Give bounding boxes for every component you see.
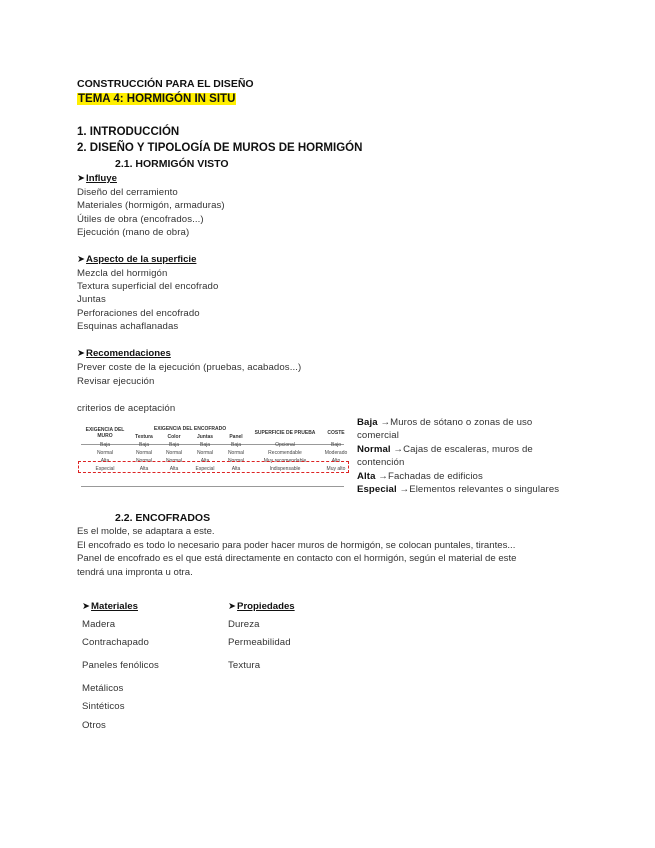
table-cell: Normal — [196, 450, 214, 456]
level-desc: Fachadas de edificios — [388, 471, 483, 482]
level-name: Normal — [357, 444, 391, 455]
list-item: Esquinas achaflanadas — [77, 321, 179, 332]
table-cell: Muy alto — [326, 466, 346, 472]
list-item: Madera — [82, 619, 116, 630]
table-cell: Alta — [100, 458, 110, 464]
col-coste: COSTE — [327, 430, 345, 436]
encofrados-line-1: Es el molde, se adaptara a este. — [77, 526, 215, 537]
list-item: Diseño del cerramiento — [77, 187, 178, 198]
arrow-bullet-icon: ➤ — [77, 254, 86, 265]
section-recomendaciones-label: Recomendaciones — [86, 348, 171, 359]
level-name: Baja — [357, 417, 378, 428]
section-propiedades-label: Propiedades — [237, 601, 295, 612]
encofrados-line-4: tendrá una impronta u otra. — [77, 567, 193, 578]
table-cell: Normal — [227, 458, 245, 464]
heading-intro: 1. INTRODUCCIÓN — [77, 126, 180, 138]
col-exigencia-muro: EXIGENCIA DEL MURO — [85, 427, 125, 439]
level-name: Especial — [357, 484, 397, 495]
section-aspecto-label: Aspecto de la superficie — [86, 254, 197, 265]
arrow-right-icon: → — [393, 444, 404, 455]
table-cell: Especial — [95, 466, 115, 472]
table-cell: Alta — [231, 466, 241, 472]
list-item: Ejecución (mano de obra) — [77, 227, 190, 238]
table-cell: Opcional — [275, 442, 295, 448]
arrow-bullet-icon: ➤ — [82, 601, 91, 612]
table-cell: Baja — [199, 442, 210, 448]
table-cell: Recomendable — [268, 450, 302, 456]
level-normal — [357, 444, 533, 455]
table-cell: Moderado — [324, 450, 348, 456]
topic-highlight: TEMA 4: HORMIGÓN IN SITU — [78, 93, 236, 105]
list-item: Útiles de obra (encofrados...) — [77, 214, 204, 225]
table-cell: Especial — [195, 466, 215, 472]
table-cell: Normal — [135, 450, 153, 456]
table-cell: Alta — [200, 458, 210, 464]
table-cell: Baja — [230, 442, 241, 448]
heading-encofrados: 2.2. ENCOFRADOS — [115, 512, 211, 524]
table-cell: Normal — [165, 450, 183, 456]
section-materiales-label: Materiales — [91, 601, 138, 612]
col-textura: Textura — [135, 434, 153, 440]
table-cell: Normal — [227, 450, 245, 456]
encofrados-line-3: Panel de encofrado es el que está directamente en contacto con el hormigón, según el material de este — [77, 553, 517, 564]
level-desc: Muros de sótano o zonas de uso — [390, 417, 533, 428]
col-panel: Panel — [229, 434, 243, 440]
table-cell: Normal — [135, 458, 153, 464]
col-superficie: SUPERFICIE DE PRUEBA — [254, 430, 316, 436]
level-normal-desc2: contención — [357, 457, 405, 468]
table-cell: Alto — [331, 458, 341, 464]
list-item: Materiales (hormigón, armaduras) — [77, 200, 225, 211]
list-item: Otros — [82, 720, 106, 731]
table-cell: Alta — [139, 466, 149, 472]
level-name: Alta — [357, 471, 376, 482]
encofrados-line-2: El encofrado es todo lo necesario para poder hacer muros de hormigón, se colocan puntales, tirantes... — [77, 540, 516, 551]
list-item: Dureza — [228, 619, 260, 630]
list-item: Paneles fenólicos — [82, 660, 159, 671]
level-alta — [357, 471, 483, 482]
section-aspecto — [77, 254, 196, 265]
table-bottom-rule — [81, 486, 344, 487]
level-baja — [357, 417, 532, 428]
list-item: Textura — [228, 660, 261, 671]
section-propiedades — [228, 601, 295, 612]
list-item: Sintéticos — [82, 701, 125, 712]
list-item: Mezcla del hormigón — [77, 268, 168, 279]
heading-design: 2. DISEÑO Y TIPOLOGÍA DE MUROS DE HORMIGÓN — [77, 142, 363, 154]
criterios-label: criterios de aceptación — [77, 403, 176, 414]
arrow-right-icon: → — [380, 417, 391, 428]
list-item: Contrachapado — [82, 637, 149, 648]
table-cell: Normal — [165, 458, 183, 464]
list-item: Juntas — [77, 294, 106, 305]
arrow-bullet-icon: ➤ — [77, 173, 86, 184]
level-desc: Cajas de escaleras, muros de — [403, 444, 533, 455]
col-juntas: Juntas — [196, 434, 214, 440]
col-color: Color — [167, 434, 181, 440]
level-desc: Elementos relevantes o singulares — [409, 484, 560, 495]
list-item: Textura superficial del encofrado — [77, 281, 219, 292]
col-group-encofrado: EXIGENCIA DEL ENCOFRADO — [153, 426, 227, 432]
topic-title — [77, 93, 236, 105]
table-cell: Baja — [168, 442, 179, 448]
section-materiales — [82, 601, 138, 612]
section-influye-label: Influye — [86, 173, 117, 184]
list-item: Permeabilidad — [228, 637, 291, 648]
table-cell: Baja — [138, 442, 149, 448]
list-item: Revisar ejecución — [77, 376, 155, 387]
level-baja-desc2: comercial — [357, 430, 399, 441]
list-item: Metálicos — [82, 683, 124, 694]
table-row — [81, 441, 353, 449]
table-row — [81, 449, 353, 457]
list-item: Perforaciones del encofrado — [77, 308, 200, 319]
section-influye — [77, 173, 117, 184]
list-item: Prever coste de la ejecución (pruebas, acabados...) — [77, 362, 302, 373]
table-cell: Normal — [96, 450, 114, 456]
arrow-bullet-icon: ➤ — [228, 601, 237, 612]
section-recomendaciones — [77, 348, 171, 359]
highlight-row-alta — [78, 461, 349, 473]
table-cell: Baja — [99, 442, 110, 448]
table-cell: Alta — [169, 466, 179, 472]
heading-hormigon-visto: 2.1. HORMIGÓN VISTO — [115, 158, 229, 170]
table-cell: Indispensable — [269, 466, 301, 472]
course-title: CONSTRUCCIÓN PARA EL DISEÑO — [77, 78, 254, 90]
level-especial — [357, 484, 559, 495]
arrow-right-icon: → — [378, 471, 388, 482]
table-cell: Bajo — [330, 442, 341, 448]
arrow-bullet-icon: ➤ — [77, 348, 86, 359]
table-cell: Muy recomendable — [263, 458, 307, 464]
arrow-right-icon: → — [399, 484, 410, 495]
